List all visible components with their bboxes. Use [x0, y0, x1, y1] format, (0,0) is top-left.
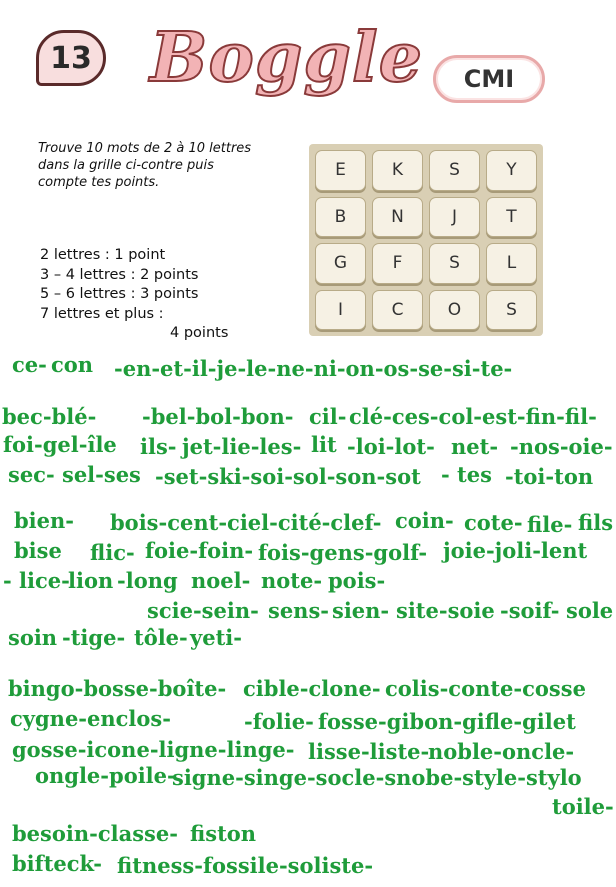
grid-cell: F — [372, 243, 423, 284]
word-group: note- — [261, 568, 323, 593]
grid-cell: O — [429, 290, 480, 331]
word-group: ce- — [12, 352, 47, 377]
word-group: -tige- — [62, 625, 126, 650]
word-group: bien- — [14, 508, 75, 533]
word-group: bise — [14, 538, 62, 563]
word-group: -folie- — [244, 709, 314, 734]
word-group: besoin-classe- — [12, 821, 178, 846]
word-group: lit — [311, 432, 337, 457]
word-group: -nos-oie- — [510, 434, 613, 459]
word-group: -toi-ton — [505, 464, 594, 489]
word-group: flic- — [90, 540, 135, 565]
word-group: foie-foin- — [145, 538, 254, 563]
word-group: bois-cent-ciel-cité-clef- — [110, 510, 382, 535]
word-group: soin — [8, 625, 58, 650]
page-title: Boggle — [150, 18, 424, 98]
word-group: noble-oncle- — [428, 739, 575, 764]
grid-cell: G — [315, 243, 366, 284]
word-group: sien- — [332, 598, 390, 623]
word-group: site-soie — [396, 598, 495, 623]
word-group: sole — [566, 598, 614, 623]
grid-cell: S — [429, 243, 480, 284]
grid-cell: B — [315, 197, 366, 238]
grid-cell: Y — [486, 150, 537, 191]
rule-7-plus-letters: 7 lettres et plus : — [40, 305, 164, 322]
word-group: yeti- — [190, 625, 242, 650]
word-group: cil- — [309, 404, 347, 429]
word-group: fosse-gibon-gifle-gilet — [318, 709, 576, 734]
word-group: cote- — [464, 510, 523, 535]
word-group: fois-gens-golf- — [258, 540, 428, 565]
grid-cell: S — [486, 290, 537, 331]
word-group: lion — [68, 568, 114, 593]
instructions-text: Trouve 10 mots de 2 à 10 lettres dans la grille ci-contre puis compte tes points. — [38, 141, 252, 190]
word-group: pois- — [328, 568, 386, 593]
word-group: foi-gel-île — [3, 432, 117, 457]
rule-5-6-letters: 5 – 6 lettres : 3 points — [40, 286, 199, 302]
word-group: -loi-lot- — [347, 434, 435, 459]
sheet-number: 13 — [50, 40, 92, 76]
word-group: -en-et-il-je-le-ne-ni-on-os-se-si-te- — [114, 356, 513, 381]
grid-cell: J — [429, 197, 480, 238]
rule-3-4-letters: 3 – 4 lettres : 2 points — [40, 266, 199, 283]
boggle-grid — [309, 144, 543, 336]
grid-cell: S — [429, 150, 480, 191]
grid-cell: I — [315, 290, 366, 331]
word-group: ongle-poile- — [35, 763, 176, 788]
word-group: scie-sein- — [147, 598, 259, 623]
grid-cell: E — [315, 150, 366, 191]
word-group: -bel-bol-bon- — [142, 404, 294, 429]
word-group: fiston — [190, 821, 257, 846]
word-group: file- — [527, 512, 573, 537]
rule-7-plus-points: 4 points — [170, 325, 229, 341]
level-label: CMI — [463, 65, 515, 93]
level-number-badge — [36, 30, 106, 86]
grid-cell: K — [372, 150, 423, 191]
word-group: bingo-bosse-boîte- — [8, 676, 227, 701]
word-group: lisse-liste- — [308, 739, 430, 764]
word-group: toile- — [552, 794, 614, 819]
word-group: tôle- — [134, 625, 188, 650]
word-group: cygne-enclos- — [10, 706, 171, 731]
word-group: jet-lie-les- — [182, 434, 302, 459]
word-group: gosse-icone-ligne-linge- — [12, 737, 295, 762]
rule-2-letters: 2 lettres : 1 point — [40, 247, 166, 263]
grid-cell: L — [486, 243, 537, 284]
word-group: fitness-fossile-soliste- — [117, 853, 374, 878]
grid-cell: C — [372, 290, 423, 331]
word-group: sens- — [268, 598, 329, 623]
word-group: coin- — [395, 508, 454, 533]
word-group: -long — [117, 568, 178, 593]
word-group: sec- sel-ses — [8, 462, 141, 487]
word-group: cible-clone- — [243, 676, 381, 701]
word-group: joie-joli-lent — [443, 538, 588, 563]
word-group: bifteck- — [12, 851, 102, 876]
word-group: signe-singe-socle-snobe-style-stylo — [172, 765, 582, 790]
word-group: noel- — [191, 568, 251, 593]
word-group: - lice- — [3, 568, 70, 593]
word-group: bec-blé- — [2, 404, 97, 429]
grid-cell: N — [372, 197, 423, 238]
level-cloud-badge — [433, 55, 545, 103]
word-group: -soif- — [500, 598, 560, 623]
word-group: colis-conte-cosse — [385, 676, 586, 701]
grid-cell: T — [486, 197, 537, 238]
word-group: -set-ski-soi-sol-son-sot — [155, 464, 421, 489]
scoring-rules — [40, 246, 270, 344]
word-group: con — [51, 352, 94, 377]
word-group: clé-ces-col-est-fin-fil- — [349, 404, 597, 429]
word-group: fils — [578, 510, 614, 535]
word-group: ils- — [140, 434, 177, 459]
word-group: net- — [451, 434, 499, 459]
word-group: - tes — [441, 462, 492, 487]
